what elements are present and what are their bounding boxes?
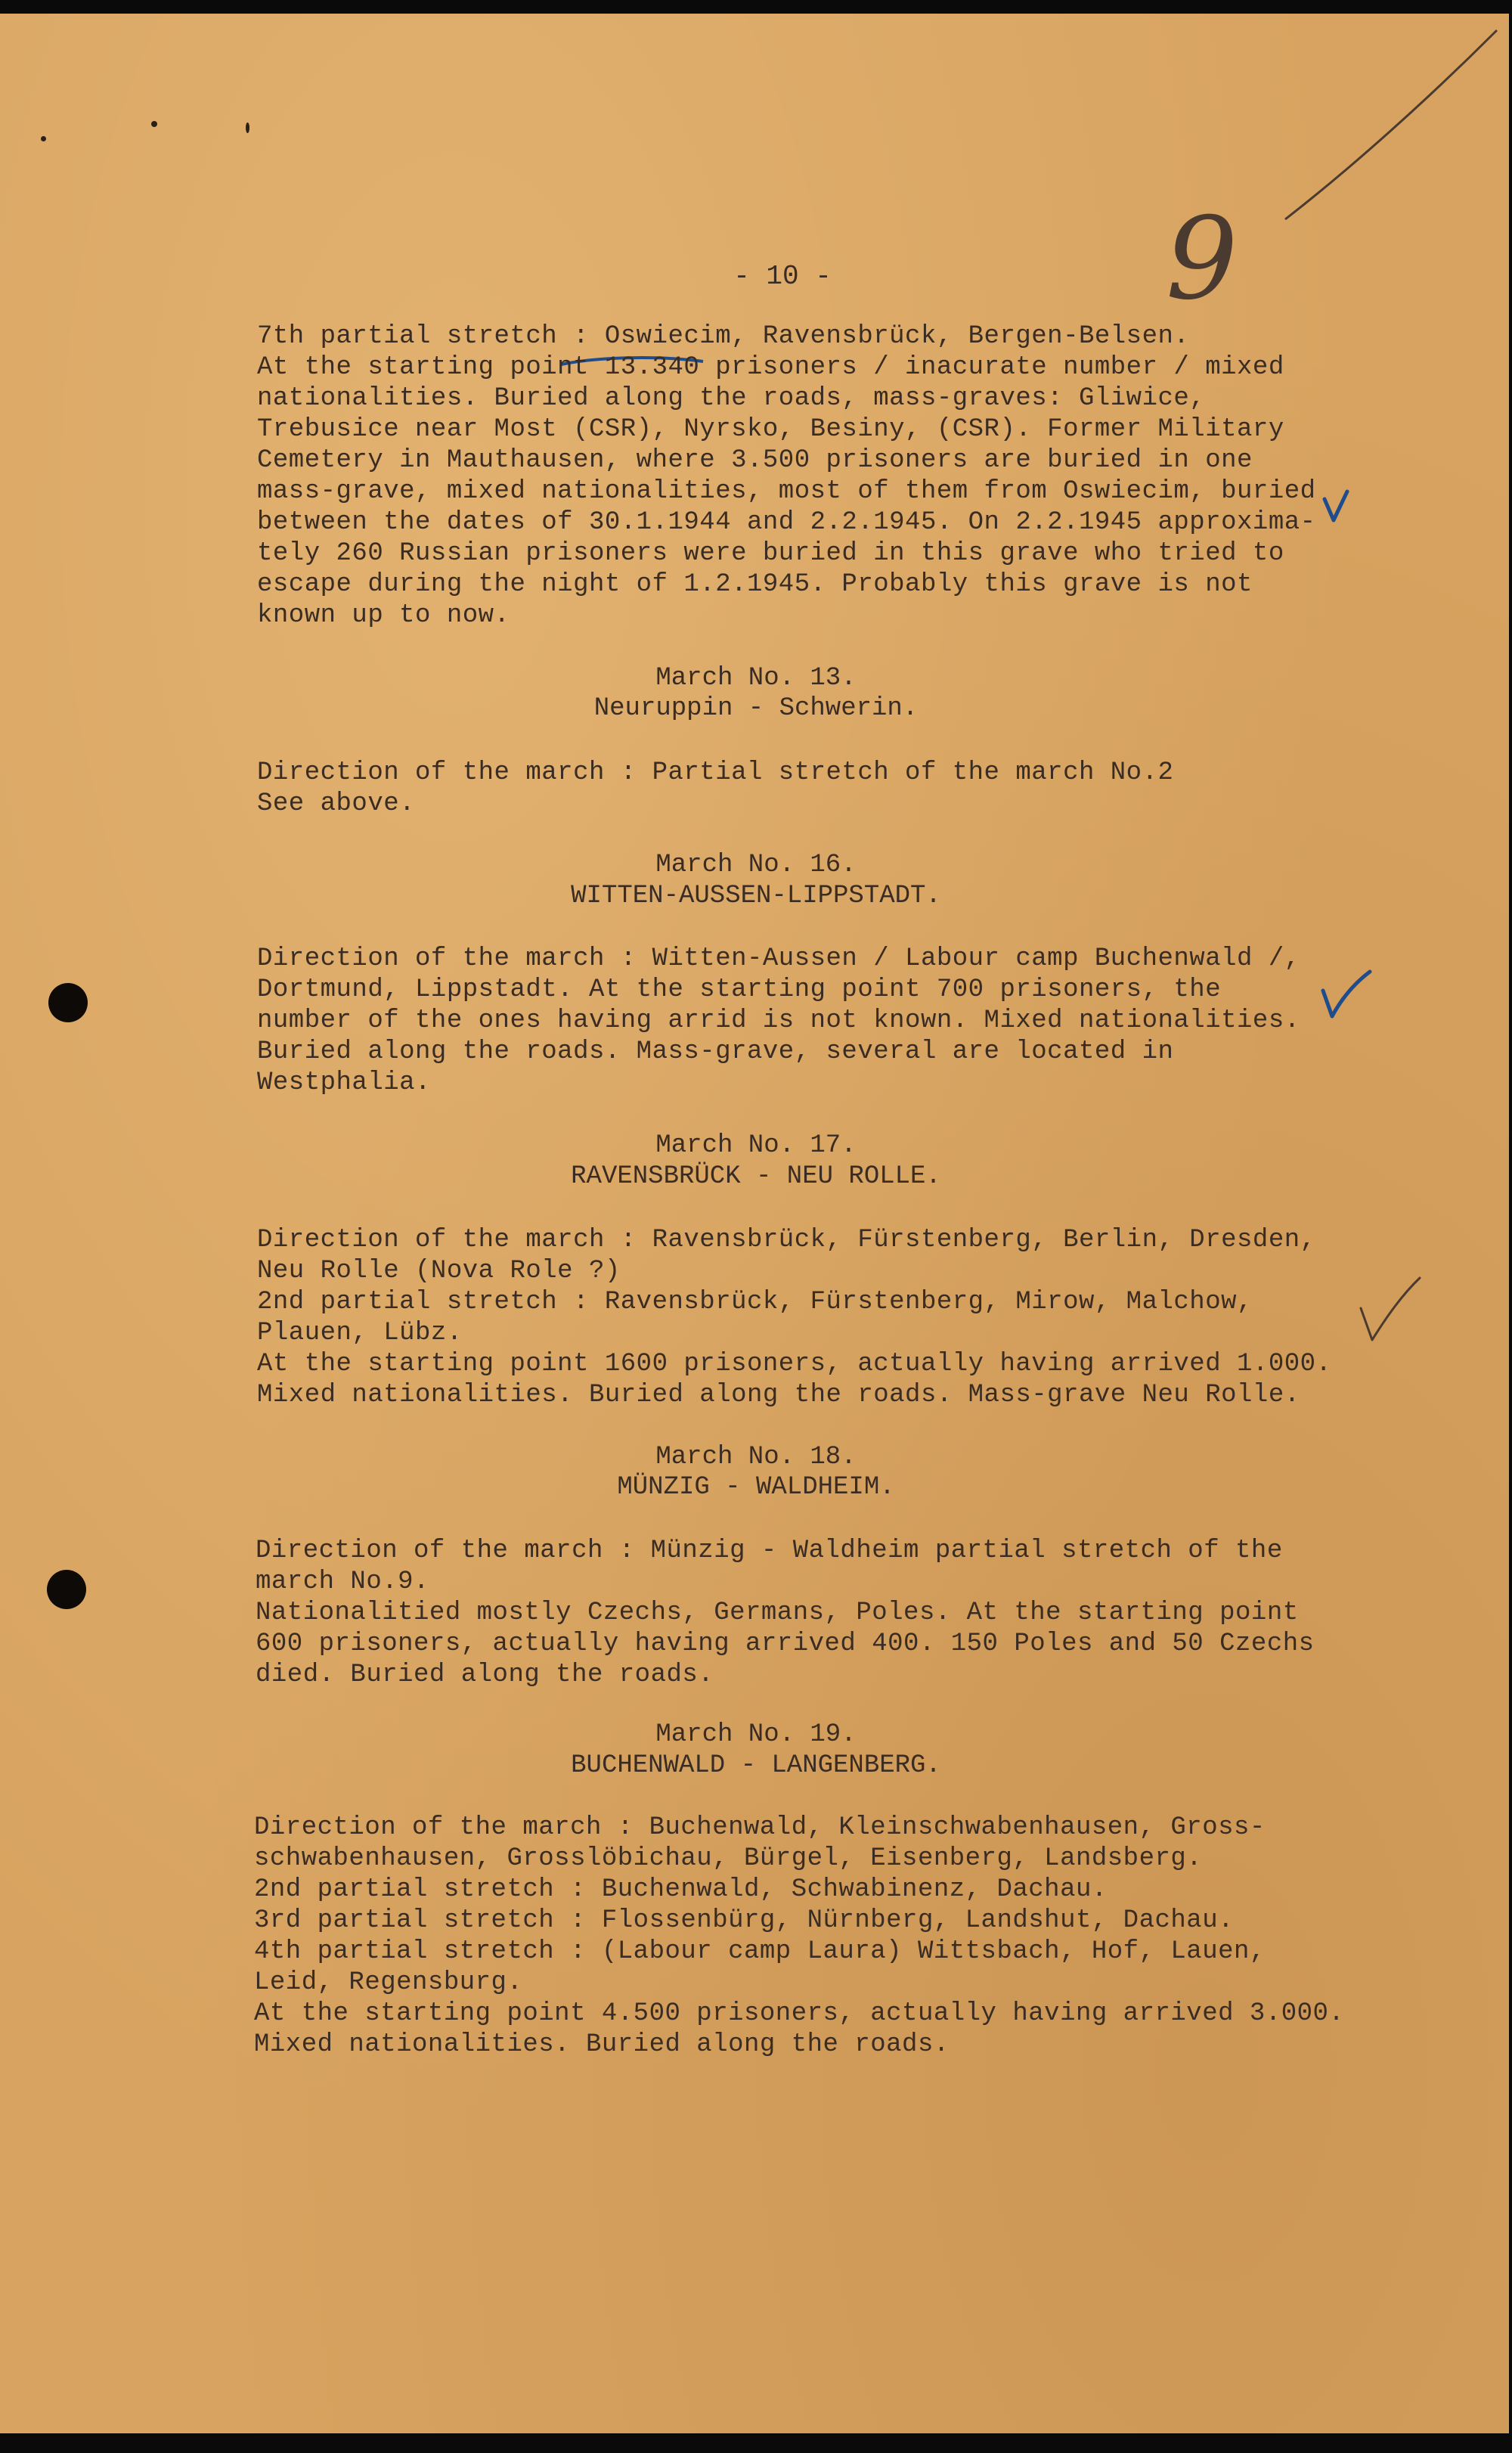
text-line: between the dates of 30.1.1944 and 2.2.1945. On 2.2.1945 approxima-	[257, 508, 1316, 537]
march-17-number: March No. 17.	[655, 1131, 857, 1160]
text-line: See above.	[257, 789, 416, 818]
text-line: Mixed nationalities. Buried along the roads.	[254, 2030, 950, 2059]
march-16-number: March No. 16.	[655, 851, 857, 879]
march-13-route: Neuruppin - Schwerin.	[593, 694, 919, 723]
march-18-number: March No. 18.	[655, 1443, 857, 1471]
text-line: Plauen, Lübz.	[257, 1319, 463, 1347]
march-19-number: March No. 19.	[655, 1720, 857, 1749]
text-line: Direction of the march : Münzig - Waldheim partial stretch of the	[256, 1537, 1283, 1565]
march-18-route: MÜNZIG - WALDHEIM.	[617, 1473, 895, 1502]
text-line: known up to now.	[257, 601, 510, 630]
text-line: At the starting point 1600 prisoners, actually having arrived 1.000.	[257, 1350, 1332, 1378]
march-19-route: BUCHENWALD - LANGENBERG.	[571, 1751, 941, 1780]
blue-check-icon	[1325, 492, 1347, 520]
pencil-stroke	[1285, 30, 1497, 219]
text-line: number of the ones having arrid is not known. Mixed nationalities.	[257, 1006, 1300, 1035]
page-number: - 10 -	[733, 261, 832, 292]
march-13-text	[257, 758, 1174, 851]
text-line: march No.9.	[256, 1568, 429, 1596]
march-16-route: WITTEN-AUSSEN-LIPPSTADT.	[571, 882, 941, 910]
march-16-text	[257, 944, 1300, 1130]
text-line: schwabenhausen, Grosslöbichau, Bürgel, Eisenberg, Landsberg.	[254, 1844, 1203, 1873]
text-line: Leid, Regensburg.	[254, 1968, 523, 1997]
text-line: Buried along the roads. Mass-grave, several are located in	[257, 1037, 1174, 1066]
march-19-text	[254, 1813, 1345, 2092]
text-line: Nationalitied mostly Czechs, Germans, Poles. At the starting point	[256, 1599, 1299, 1627]
march-17-text	[257, 1225, 1332, 1442]
text-line: 600 prisoners, actually having arrived 400. 150 Poles and 50 Czechs	[256, 1630, 1315, 1658]
text-line: Direction of the march : Ravensbrück, Fürstenberg, Berlin, Dresden,	[257, 1226, 1316, 1254]
text-line: Direction of the march : Partial stretch of the march No.2	[257, 758, 1174, 787]
text-line: nationalities. Buried along the roads, mass-graves: Gliwice,	[257, 384, 1206, 413]
text-line: Neu Rolle (Nova Role ?)	[257, 1257, 621, 1285]
pencil-check-icon	[1361, 1278, 1420, 1340]
handwritten-page-number: 9	[1166, 194, 1238, 325]
text-line: Trebusice near Most (CSR), Nyrsko, Besiny, (CSR). Former Military	[257, 415, 1284, 444]
text-line: Direction of the march : Witten-Aussen / Labour camp Buchenwald /,	[257, 944, 1300, 973]
text-line: Direction of the march : Buchenwald, Kleinschwabenhausen, Gross-	[254, 1813, 1266, 1842]
text-line: 7th partial stretch : Oswiecim, Ravensbrück, Bergen-Belsen.	[257, 322, 1190, 351]
text-line: At the starting point 13.340 prisoners / inacurate number / mixed	[257, 353, 1284, 382]
text-line: escape during the night of 1.2.1945. Probably this grave is not	[257, 570, 1253, 599]
text-line: 2nd partial stretch : Buchenwald, Schwabinenz, Dachau.	[254, 1875, 1108, 1904]
march-13-number: March No. 13.	[655, 664, 857, 693]
text-line: 4th partial stretch : (Labour camp Laura) Wittsbach, Hof, Lauen,	[254, 1937, 1266, 1966]
text-line: Dortmund, Lippstadt. At the starting point 700 prisoners, the	[257, 975, 1222, 1004]
text-line: Mixed nationalities. Buried along the roads. Mass-grave Neu Rolle.	[257, 1381, 1300, 1409]
text-line: Westphalia.	[257, 1068, 431, 1097]
text-line: At the starting point 4.500 prisoners, actually having arrived 3.000.	[254, 1999, 1345, 2028]
text-line: Cemetery in Mauthausen, where 3.500 prisoners are buried in one	[257, 446, 1253, 475]
text-line: tely 260 Russian prisoners were buried in this grave who tried to	[257, 539, 1284, 568]
text-line: 2nd partial stretch : Ravensbrück, Fürstenberg, Mirow, Malchow,	[257, 1288, 1253, 1316]
blue-check-icon	[1323, 972, 1370, 1016]
section-1-text	[257, 321, 1316, 662]
text-line: mass-grave, mixed nationalities, most of them from Oswiecim, buried	[257, 477, 1316, 506]
text-line: died. Buried along the roads.	[256, 1661, 714, 1689]
march-17-route: RAVENSBRÜCK - NEU ROLLE.	[571, 1162, 941, 1191]
march-18-text	[256, 1536, 1315, 1722]
text-line: 3rd partial stretch : Flossenbürg, Nürnberg, Landshut, Dachau.	[254, 1906, 1235, 1935]
